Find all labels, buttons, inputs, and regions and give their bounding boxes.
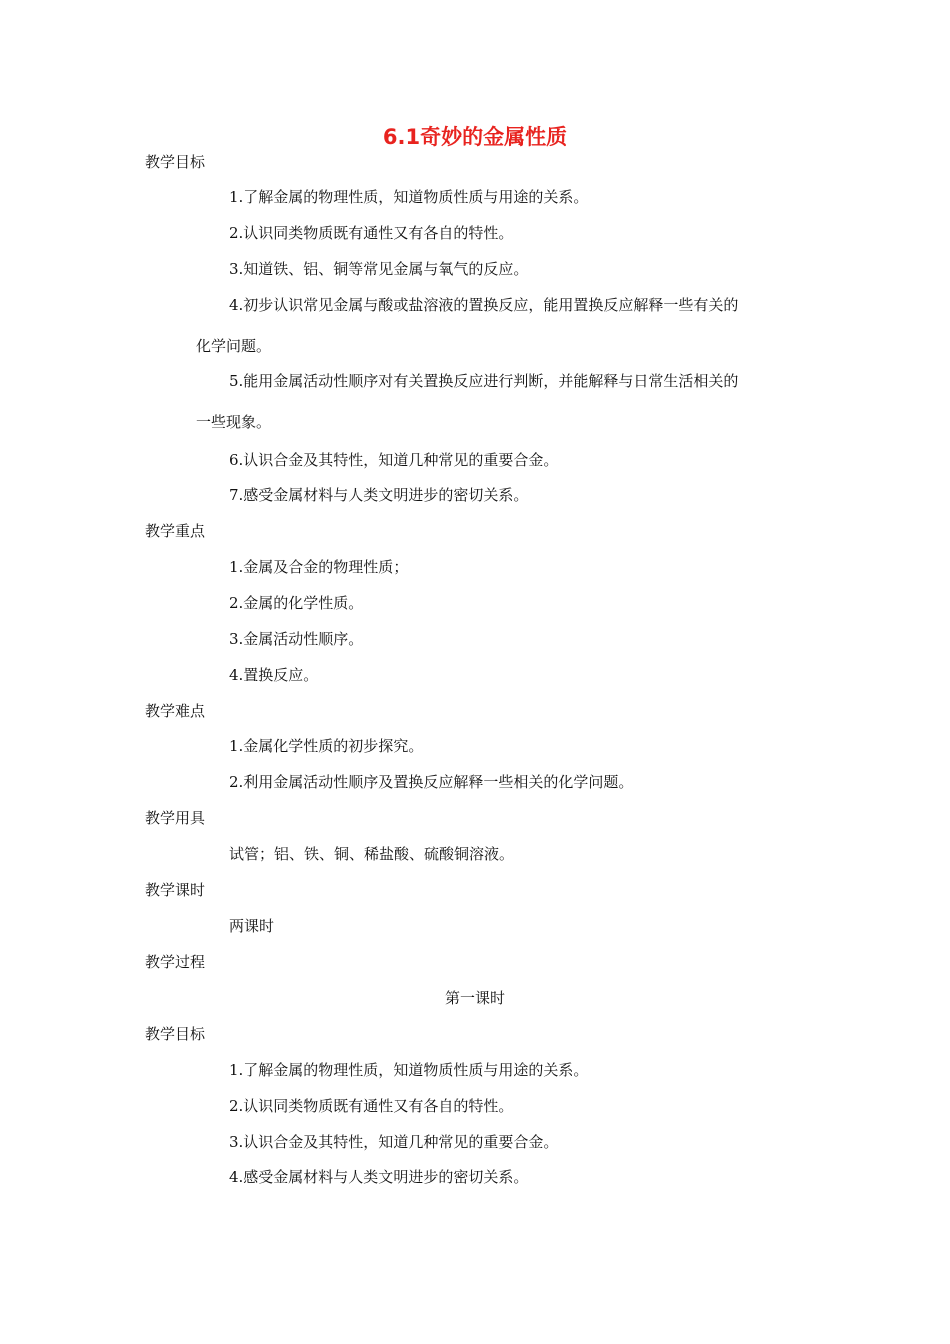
section-heading-lesson-goals: 教学目标: [145, 1025, 206, 1043]
document-title: 6.1奇妙的金属性质: [382, 125, 568, 149]
lesson-title: 第一课时: [444, 989, 505, 1007]
section-heading-tools: 教学用具: [145, 809, 206, 827]
section-heading-keypoints: 教学重点: [145, 522, 206, 540]
keypoint-item: 2.金属的化学性质。: [229, 594, 364, 612]
goal-item: 4.初步认识常见金属与酸或盐溶液的置换反应，能用置换反应解释一些有关的: [229, 296, 739, 314]
section-heading-process: 教学过程: [145, 953, 206, 971]
difficulty-item: 1.金属化学性质的初步探究。: [229, 737, 424, 755]
goal-item-continuation: 化学问题。: [196, 337, 272, 355]
section-heading-difficulties: 教学难点: [145, 702, 206, 720]
lesson-goal-item: 3.认识合金及其特性，知道几种常见的重要合金。: [229, 1133, 559, 1151]
goal-item: 5.能用金属活动性顺序对有关置换反应进行判断，并能解释与日常生活相关的: [229, 372, 739, 390]
goal-item: 2.认识同类物质既有通性又有各自的特性。: [229, 224, 514, 242]
lesson-goal-item: 2.认识同类物质既有通性又有各自的特性。: [229, 1097, 514, 1115]
keypoint-item: 4.置换反应。: [229, 666, 319, 684]
hours-text: 两课时: [229, 917, 275, 935]
goal-item: 7.感受金属材料与人类文明进步的密切关系。: [229, 486, 529, 504]
keypoint-item: 1.金属及合金的物理性质；: [229, 558, 409, 576]
goal-item: 6.认识合金及其特性，知道几种常见的重要合金。: [229, 451, 559, 469]
goal-item: 3.知道铁、铝、铜等常见金属与氧气的反应。: [229, 260, 529, 278]
section-heading-goals: 教学目标: [145, 153, 206, 171]
tools-text: 试管；铝、铁、铜、稀盐酸、硫酸铜溶液。: [229, 845, 515, 863]
keypoint-item: 3.金属活动性顺序。: [229, 630, 364, 648]
lesson-goal-item: 4.感受金属材料与人类文明进步的密切关系。: [229, 1168, 529, 1186]
section-heading-hours: 教学课时: [145, 881, 206, 899]
difficulty-item: 2.利用金属活动性顺序及置换反应解释一些相关的化学问题。: [229, 773, 634, 791]
lesson-goal-item: 1.了解金属的物理性质，知道物质性质与用途的关系。: [229, 1061, 589, 1079]
goal-item: 1.了解金属的物理性质，知道物质性质与用途的关系。: [229, 188, 589, 206]
goal-item-continuation: 一些现象。: [196, 413, 272, 431]
